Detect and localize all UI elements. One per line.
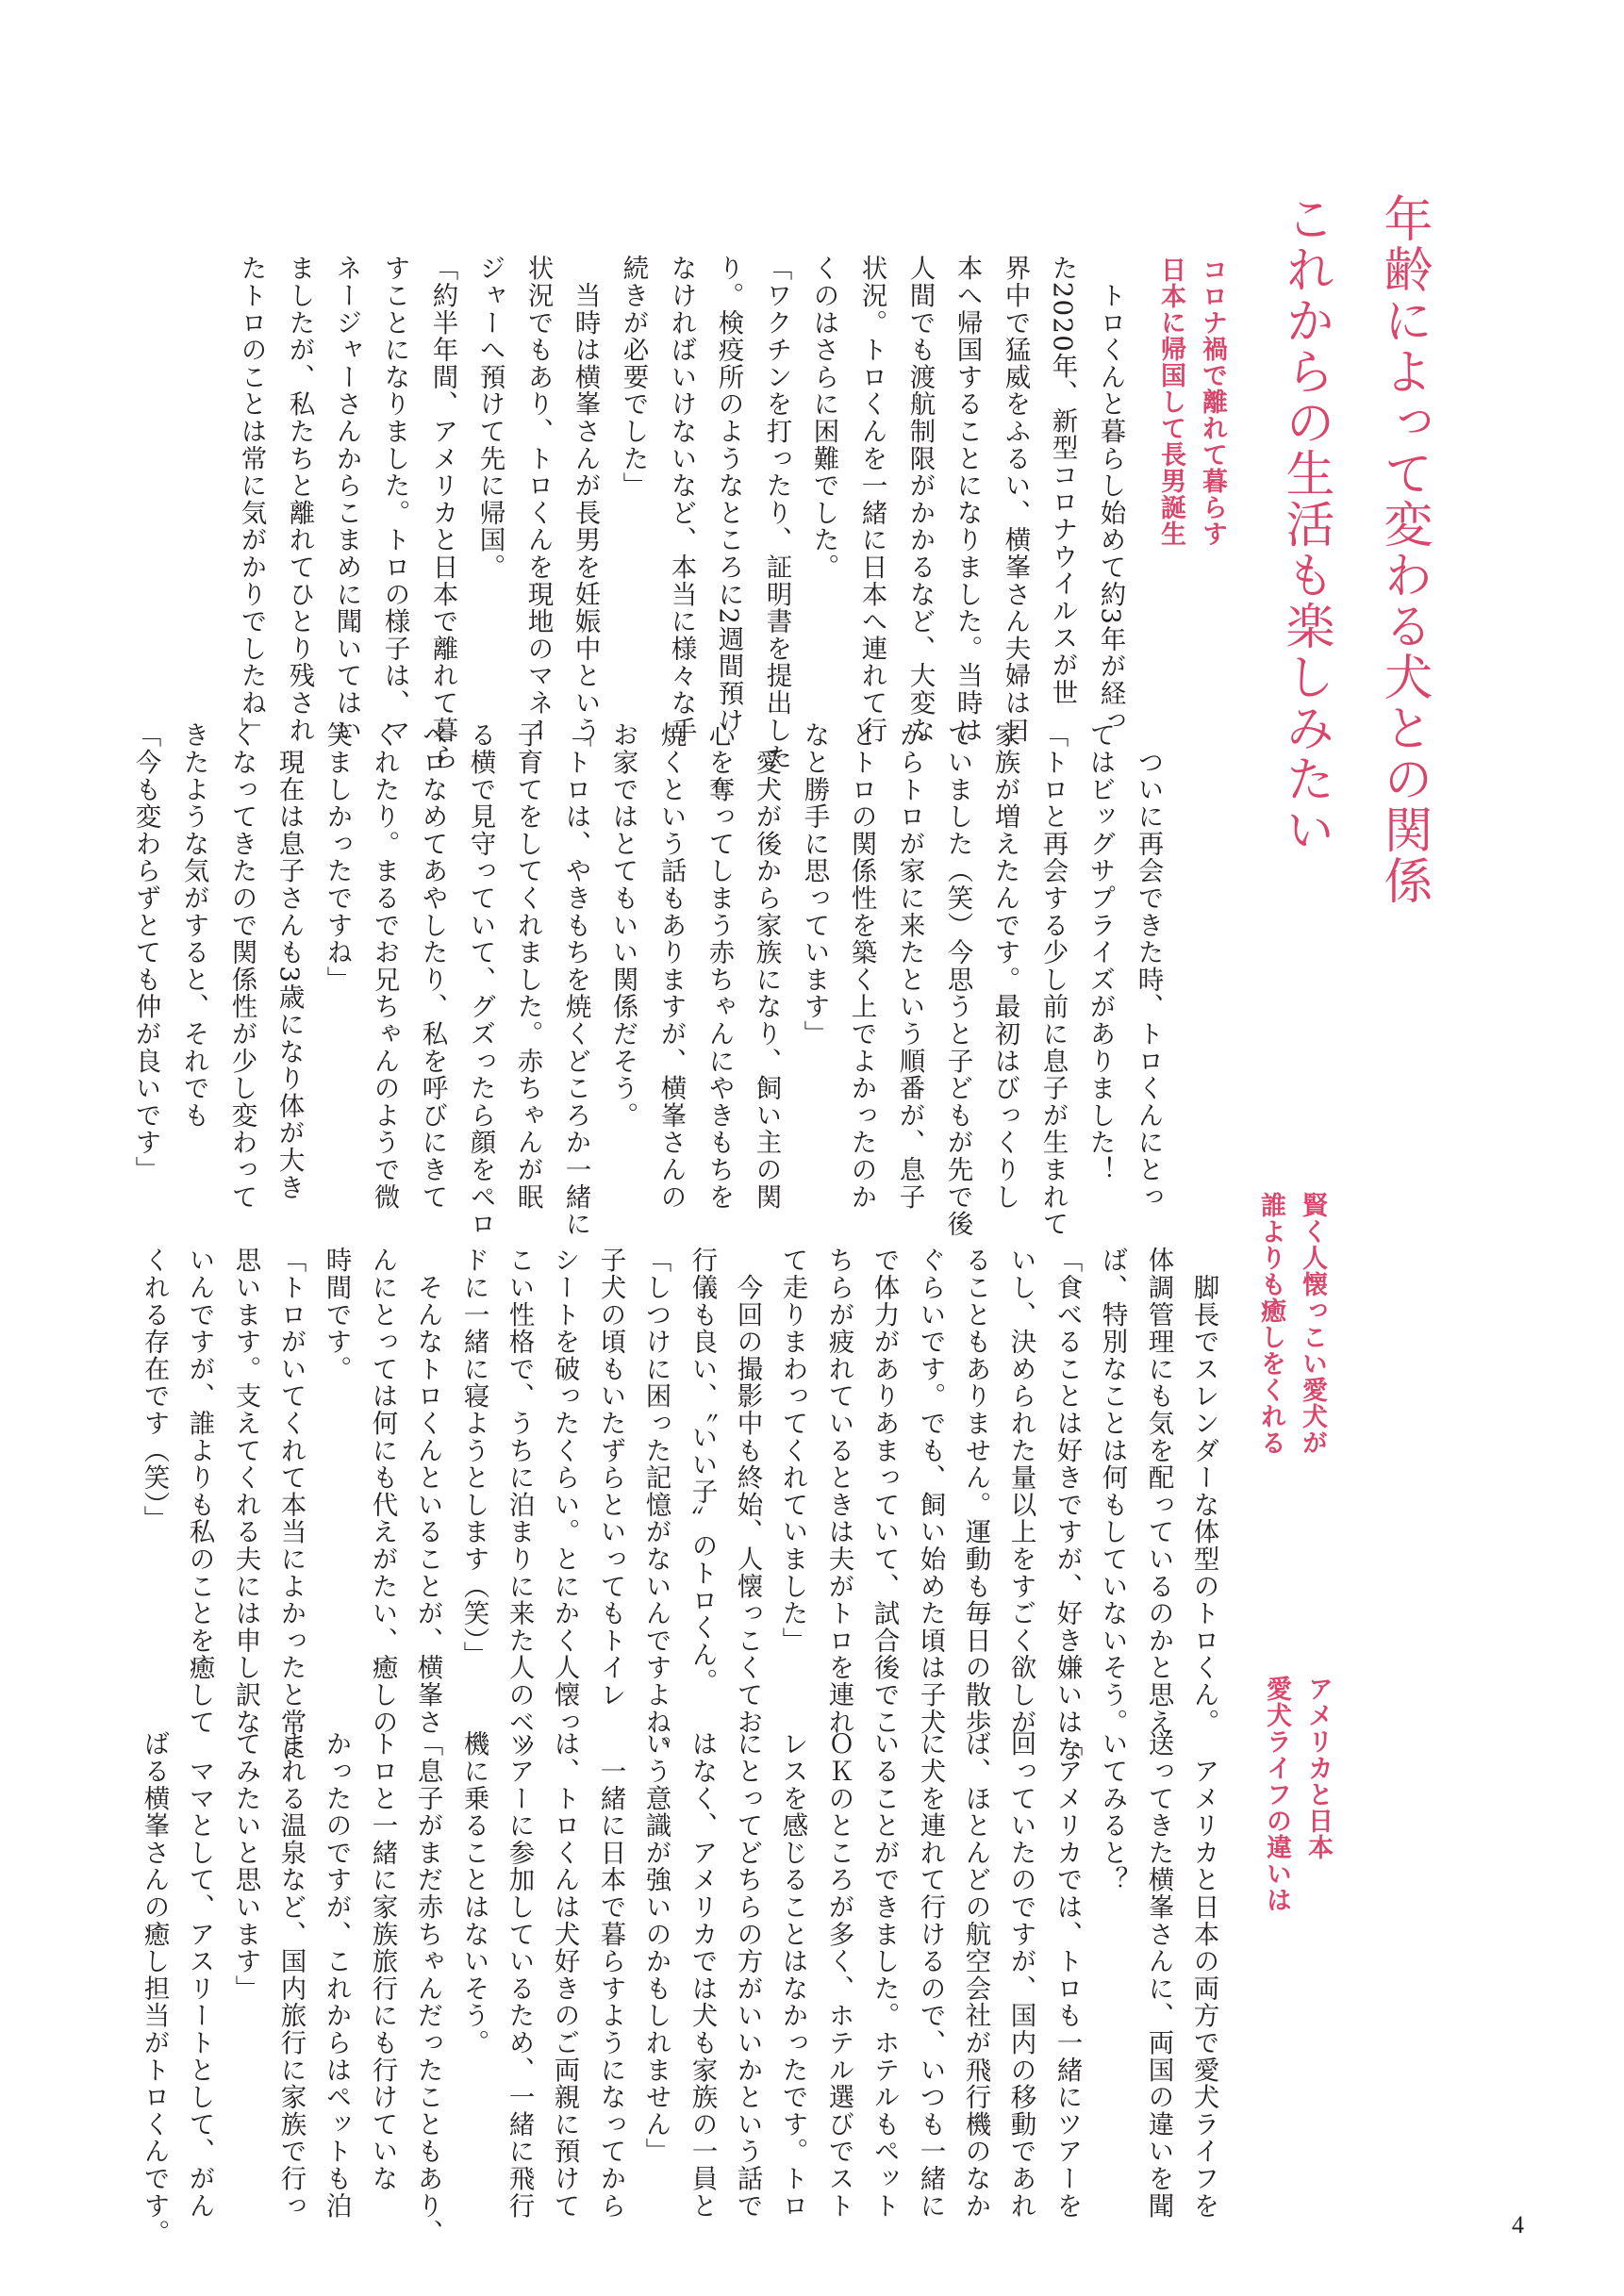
body-text-column: ジャーへ預けて先に帰国。 [474, 255, 505, 581]
body-text-column: 送ってきた横峯さんに、両国の違いを聞 [1143, 1730, 1174, 2220]
body-text-column: そんなトロくんといることが、横峯さ [412, 1247, 443, 1736]
title-line-2: これからの生活も楽しみたい [1277, 193, 1334, 855]
body-text-column: ぐらいです。でも、飼い始めた頃は子犬 [915, 1247, 946, 1736]
body-text-column: 「トロがいてくれて本当によかったと常に [275, 1247, 307, 1763]
body-text-column: 「アメリカでは、トロも一緒にツアーを [1052, 1730, 1083, 2220]
body-text-column: くなってきたので関係性が少し変わって [226, 721, 257, 1211]
body-text-column: 「息子がまだ赤ちゃんだったこともあり、 [412, 1730, 443, 2247]
body-text-column: んにとっては何にも代えがたい、癒しの [367, 1247, 398, 1736]
body-text-column: アメリカと日本の両方で愛犬ライフを [1188, 1730, 1219, 2220]
body-text-column: 家族が増えたんです。最初はびっくりし [989, 721, 1020, 1211]
body-text-column: まれる温泉など、国内旅行に家族で行っ [275, 1730, 307, 2220]
body-text-column: 現在は息子さんも3歳になり体が大き [273, 721, 305, 1201]
section-heading-line: 賢く人懐っこい愛犬が [1298, 1192, 1327, 1456]
body-text-column: て走りまわってくれていました」 [777, 1247, 808, 1654]
body-text-column: 人間でも渡航制限がかかるなど、大変な [904, 255, 936, 744]
body-text-column: 「トロと再会する少し前に息子が生まれて [1037, 721, 1069, 1238]
body-text-column: ツアーに参加しているため、一緒に飛行 [504, 1730, 535, 2220]
body-text-column: 愛犬が後から家族になり、飼い主の関 [751, 721, 782, 1211]
body-text-column: ちらが疲れているときは夫がトロを連れ [823, 1247, 854, 1736]
body-text-column: ることもありません。運動も毎日の散歩 [960, 1247, 991, 1736]
body-text-column: 一緒に日本で暮らすようになってから [595, 1730, 626, 2220]
body-text-column: いてみると？ [1097, 1730, 1128, 1893]
body-text-column: 「約半年間、アメリカと日本で離れて暮ら [427, 255, 458, 771]
body-text-column: くのはさらに困難でした。 [808, 255, 839, 581]
body-text-column: 機に乗ることはないそう。 [458, 1730, 489, 2056]
body-text-column: トロくんと暮らし始めて約3年が経っ [1095, 255, 1126, 735]
body-text-column: 脚長でスレンダーな体型のトロくん。 [1188, 1247, 1219, 1736]
body-text-column: 「食べることは好きですが、好き嫌いはな [1052, 1247, 1083, 1763]
body-text-column: 「トロは、やきもちを焼くどころか一緒に [560, 721, 591, 1238]
body-text-column: 今回の撮影中も終始、人懐っこくてお [732, 1247, 763, 1736]
body-text-column: いることができました。ホテルもペット [869, 1730, 900, 2220]
body-text-column: り。検疫所のようなところに2週間預け [713, 255, 744, 735]
section-heading-line: 愛犬ライフの違いは [1262, 1676, 1291, 1913]
body-text-column: こい性格で、うちに泊まりに来た人のベッ [504, 1247, 535, 1763]
body-text-column: ましたが、私たちと離れてひとり残され [284, 255, 315, 744]
body-text-column: た2020年、新型コロナウイルスが世 [1047, 255, 1078, 706]
body-text-column: ついに再会できた時、トロくんにとっ [1133, 721, 1164, 1211]
body-text-column: いんですが、誰よりも私のことを癒して [184, 1247, 215, 1736]
body-text-column: 子育てをしてくれました。赤ちゃんが眠 [512, 721, 543, 1211]
body-text-column: からトロが家に来たという順番が、息子 [894, 721, 925, 1211]
body-text-column: てみたいと思います」 [230, 1730, 261, 2002]
body-text-column: ていました（笑）今思うと子どもが先で後 [942, 721, 973, 1238]
body-text-column: くれたり。まるでお兄ちゃんのようで微 [369, 721, 400, 1211]
body-text-column: レスを感じることはなかったです。トロ [777, 1730, 808, 2220]
body-text-column: 時間です。 [321, 1247, 352, 1382]
body-text-column: てはビッグサプライズがありました！ [1085, 721, 1116, 1183]
page-number: 4 [1512, 2211, 1524, 2238]
body-text-column: 行儀も良い、〝いい子〟のトロくん。 [687, 1247, 718, 1695]
section-heading-line: 日本に帰国して長男誕生 [1156, 256, 1185, 547]
body-text-column: 子犬の頃もいたずらといってもトイレ [595, 1247, 626, 1709]
body-text-column: 「ワクチンを打ったり、証明書を提出した [761, 255, 792, 771]
body-text-column: なと勝手に思っています」 [799, 721, 830, 1048]
body-text-column: ば、ほとんどの航空会社が飛行機のなか [960, 1730, 991, 2220]
body-text-column: 続きが必要でした」 [618, 255, 649, 500]
body-text-column: ば、特別なことは何もしていないそう。 [1097, 1247, 1128, 1736]
body-text-column: 「しつけに困った記憶がないんですよね。 [640, 1247, 671, 1763]
body-text-column: シートを破ったくらい。とにかく人懐っ [549, 1247, 580, 1736]
body-text-column: ドに一緒に寝ようとします（笑）」 [458, 1247, 489, 1669]
body-text-column: いし、決められた量以上をすごく欲しが [1005, 1247, 1036, 1736]
section-heading-line: コロナ禍で離れて暮らす [1198, 256, 1227, 547]
body-text-column: ＯＫのところが多く、ホテル選びでスト [823, 1730, 854, 2220]
body-text-column: トロと一緒に家族旅行にも行けていな [367, 1730, 398, 2192]
body-text-column: はなく、アメリカでは犬も家族の一員と [687, 1730, 718, 2220]
body-text-column: にとってどちらの方がいいかという話で [732, 1730, 763, 2220]
body-text-column: なければいけないなど、本当に様々な手 [666, 255, 697, 744]
title-line-1: 年齢によって変わる犬との関係 [1375, 193, 1432, 906]
body-text-column: すことになりました。トロの様子は、マ [379, 255, 410, 744]
body-text-column: る横で見守っていて、グズったら顔をペロ [465, 721, 496, 1238]
body-text-column: くれる存在です（笑）」 [139, 1247, 170, 1533]
body-text-column: 焼くという話もありますが、横峯さんの [655, 721, 687, 1211]
body-text-column: 本へ帰国することになりました。当時は [952, 255, 983, 744]
body-text-column: 当時は横峯さんが長男を妊娠中という [570, 255, 601, 744]
body-text-column: きたような気がすると、それでも [178, 721, 209, 1129]
body-text-column: 「今も変わらずとても仲が良いです」 [130, 721, 161, 1183]
body-text-column: 界中で猛威をふるい、横峯さん夫婦は日 [1000, 255, 1031, 744]
body-text-column: いう意識が強いのかもしれません」 [640, 1730, 671, 2165]
body-text-column: 笑ましかったですね」 [322, 721, 353, 993]
body-text-column: お家ではとてもいい関係だそう。 [607, 721, 638, 1129]
section-heading-line: 誰よりも癒しをくれる [1256, 1192, 1285, 1456]
body-text-column: かったのですが、これからはペットも泊 [321, 1730, 352, 2220]
body-text-column: ペロなめてあやしたり、私を呼びにきて [417, 721, 448, 1211]
body-text-column: 状況でもあり、トロくんを現地のマネー [522, 255, 554, 744]
body-text-column: ばる横峯さんの癒し担当がトロくんです。 [139, 1730, 170, 2247]
body-text-column: ママとして、アスリートとして、がん [184, 1730, 215, 2220]
body-text-column: は、トロくんは犬好きのご両親に預けて [549, 1730, 580, 2220]
body-text-column: に犬を連れて行けるので、いつも一緒に [915, 1730, 946, 2220]
body-text-column: とトロの関係性を築く上でよかったのか [846, 721, 877, 1211]
body-text-column: ネージャーさんからこまめに聞いてはい [331, 255, 362, 744]
body-text-column: 思います。支えてくれる夫には申し訳な [230, 1247, 261, 1736]
body-text-column: たトロのことは常に気がかりでしたね」 [236, 255, 267, 744]
body-text-column: で体力がありあまっていて、試合後でこ [869, 1247, 900, 1736]
body-text-column: 心を奪ってしまう赤ちゃんにやきもちを [704, 721, 735, 1211]
body-text-column: 体調管理にも気を配っているのかと思え [1143, 1247, 1174, 1736]
body-text-column: 回っていたのですが、国内の移動であれ [1005, 1730, 1036, 2220]
section-heading-line: アメリカと日本 [1303, 1676, 1333, 1860]
body-text-column: 状況。トロくんを一緒に日本へ連れて行 [856, 255, 887, 744]
